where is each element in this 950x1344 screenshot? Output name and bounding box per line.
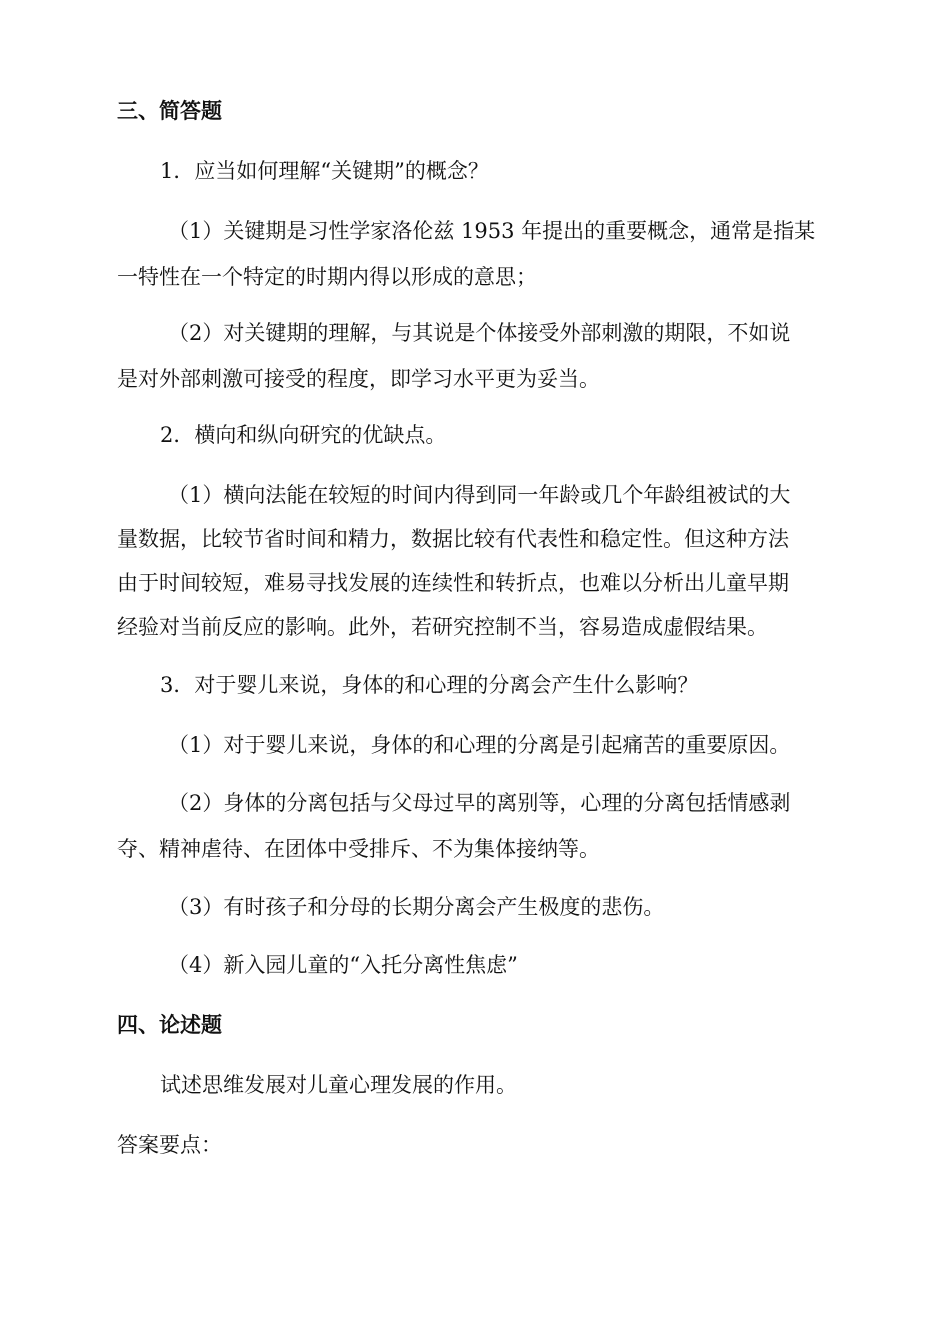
section-heading-short-answer: 三、简答题 — [117, 99, 222, 123]
answer-1-1-line-2: 一特性在一个特定的时期内得以形成的意思； — [117, 265, 537, 289]
answer-1-1-line-1: （1）关键期是习性学家洛伦兹 1953 年提出的重要概念，通常是指某 — [168, 219, 816, 243]
answer-key-points-label: 答案要点： — [117, 1133, 222, 1157]
essay-question: 试述思维发展对儿童心理发展的作用。 — [160, 1073, 517, 1097]
question-3: 3．对于婴儿来说，身体的和心理的分离会产生什么影响？ — [160, 673, 699, 697]
answer-1-2-line-2: 是对外部刺激可接受的程度，即学习水平更为妥当。 — [117, 367, 600, 391]
question-2: 2．横向和纵向研究的优缺点。 — [160, 423, 447, 447]
answer-2-1-line-2: 量数据，比较节省时间和精力，数据比较有代表性和稳定性。但这种方法 — [117, 527, 789, 551]
question-1: 1．应当如何理解“关键期”的概念？ — [160, 159, 489, 183]
answer-2-1-line-4: 经验对当前反应的影响。此外，若研究控制不当，容易造成虚假结果。 — [117, 615, 768, 639]
answer-3-3: （3）有时孩子和分母的长期分离会产生极度的悲伤。 — [168, 895, 665, 919]
answer-2-1-line-1: （1）横向法能在较短的时间内得到同一年龄或几个年龄组被试的大 — [168, 483, 791, 507]
answer-3-2-line-1: （2）身体的分离包括与父母过早的离别等，心理的分离包括情感剥 — [168, 791, 791, 815]
answer-3-2-line-2: 夺、精神虐待、在团体中受排斥、不为集体接纳等。 — [117, 837, 600, 861]
answer-2-1-line-3: 由于时间较短，难易寻找发展的连续性和转折点，也难以分析出儿童早期 — [117, 571, 789, 595]
answer-3-1: （1）对于婴儿来说，身体的和心理的分离是引起痛苦的重要原因。 — [168, 733, 791, 757]
answer-3-4: （4）新入园儿童的“入托分离性焦虑” — [168, 953, 518, 977]
answer-1-2-line-1: （2）对关键期的理解，与其说是个体接受外部刺激的期限，不如说 — [168, 321, 791, 345]
section-heading-essay: 四、论述题 — [117, 1013, 222, 1037]
